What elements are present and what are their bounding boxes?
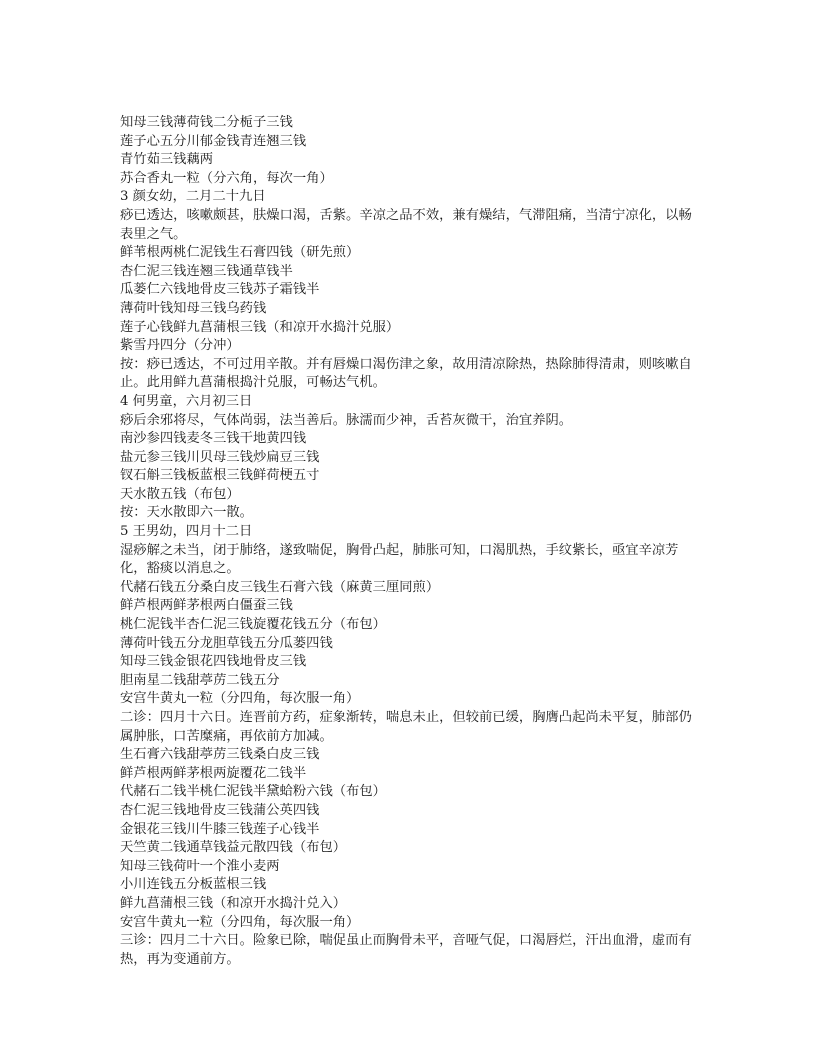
prescription-line: 知母三钱薄荷钱二分栀子三钱 — [120, 115, 293, 130]
prescription-line: 苏合香丸一粒（分六角，每次一角） — [120, 170, 333, 186]
prescription-line: 莲子心五分川郁金钱青连翘三钱 — [120, 133, 307, 149]
prescription-line: 鲜苇根两桃仁泥钱生石膏四钱（研先煎） — [120, 245, 360, 261]
prescription-line: 安宫牛黄丸一粒（分四角，每次服一角） — [120, 691, 360, 707]
prescription-line: 青竹茹三钱藕两 — [120, 152, 214, 168]
document-page — [120, 114, 700, 969]
case-description: 湿痧解之未当，闭于肺络，遂致喘促，胸骨凸起，肺胀可知，口渴肌热，手纹紫长，亟宜辛凉芳化，豁痰以消息之。 — [120, 542, 679, 577]
prescription-line: 代赭石二钱半桃仁泥钱半黛蛤粉六钱（布包） — [120, 784, 386, 800]
prescription-line: 天水散五钱（布包） — [120, 486, 240, 502]
prescription-line: 生石膏六钱甜葶苈三钱桑白皮三钱 — [120, 747, 320, 763]
prescription-line: 南沙参四钱麦冬三钱干地黄四钱 — [120, 431, 307, 447]
prescription-line: 薄荷叶钱知母三钱乌药钱 — [120, 300, 267, 316]
case-description: 痧已透达，咳嗽颇甚，肤燥口渴，舌紫。辛凉之品不效，兼有燥结，气滞阻痛，当清宁凉化，以畅表里之气。 — [120, 207, 692, 242]
follow-up-visit-note: 二诊：四月十六日。连晋前方药，症象渐转，喘息未止，但较前已缓，胸膺凸起尚未平复，肺部仍属肿胀，口苦糜痛，再依前方加减。 — [120, 710, 692, 744]
commentary-note: 按：痧已透达，不可过用辛散。并有唇燥口渴伤津之象，故用清凉除热，热除肺得清肃，则咳嗽自止。此用鲜九菖蒲根捣汁兑服，可畅达气机。 — [120, 356, 692, 391]
case-heading: 4 何男童，六月初三日 — [120, 393, 253, 409]
prescription-line: 杏仁泥三钱连翘三钱通草钱半 — [120, 263, 293, 279]
prescription-line: 胆南星二钱甜葶苈二钱五分 — [120, 672, 280, 688]
commentary-note: 按：天水散即六一散。 — [120, 505, 253, 521]
prescription-line: 鲜芦根两鲜茅根两白僵蚕三钱 — [120, 598, 293, 614]
prescription-line: 薄荷叶钱五分龙胆草钱五分瓜蒌四钱 — [120, 635, 333, 651]
prescription-line: 钗石斛三钱板蓝根三钱鲜荷梗五寸 — [120, 468, 320, 484]
prescription-line: 金银花三钱川牛膝三钱莲子心钱半 — [120, 821, 320, 837]
prescription-line: 安宫牛黄丸一粒（分四角，每次服一角） — [120, 914, 360, 930]
prescription-line: 鲜九菖蒲根三钱（和凉开水捣汁兑入） — [120, 895, 347, 911]
follow-up-visit-note: 三诊：四月二十六日。险象已除，喘促虽止而胸骨未平，音哑气促，口渴唇烂，汗出血滑，虚而有热，再为变通前方。 — [120, 933, 692, 967]
prescription-line: 盐元参三钱川贝母三钱炒扁豆三钱 — [120, 449, 320, 465]
prescription-line: 桃仁泥钱半杏仁泥三钱旋覆花钱五分（布包） — [120, 617, 386, 633]
prescription-line: 天竺黄二钱通草钱益元散四钱（布包） — [120, 840, 347, 856]
prescription-line: 代赭石钱五分桑白皮三钱生石膏六钱（麻黄三厘同煎） — [120, 579, 440, 595]
prescription-line: 鲜芦根两鲜茅根两旋覆花二钱半 — [120, 765, 307, 781]
prescription-line: 知母三钱金银花四钱地骨皮三钱 — [120, 654, 307, 670]
case-heading: 5 王男幼，四月十二日 — [120, 524, 253, 540]
prescription-line: 知母三钱荷叶一个淮小麦两 — [120, 858, 280, 874]
prescription-line: 小川连钱五分板蓝根三钱 — [120, 877, 267, 893]
prescription-line: 杏仁泥三钱地骨皮三钱蒲公英四钱 — [120, 802, 320, 818]
prescription-line: 瓜蒌仁六钱地骨皮三钱苏子霜钱半 — [120, 282, 320, 298]
prescription-line: 紫雪丹四分（分冲） — [120, 338, 240, 354]
case-heading: 3 颜女幼，二月二十九日 — [120, 189, 266, 205]
case-description: 痧后余邪将尽，气体尚弱，法当善后。脉濡而少神，舌苔灰微干，治宜养阴。 — [120, 412, 573, 428]
prescription-line: 莲子心钱鲜九菖蒲根三钱（和凉开水捣汁兑服） — [120, 319, 400, 335]
